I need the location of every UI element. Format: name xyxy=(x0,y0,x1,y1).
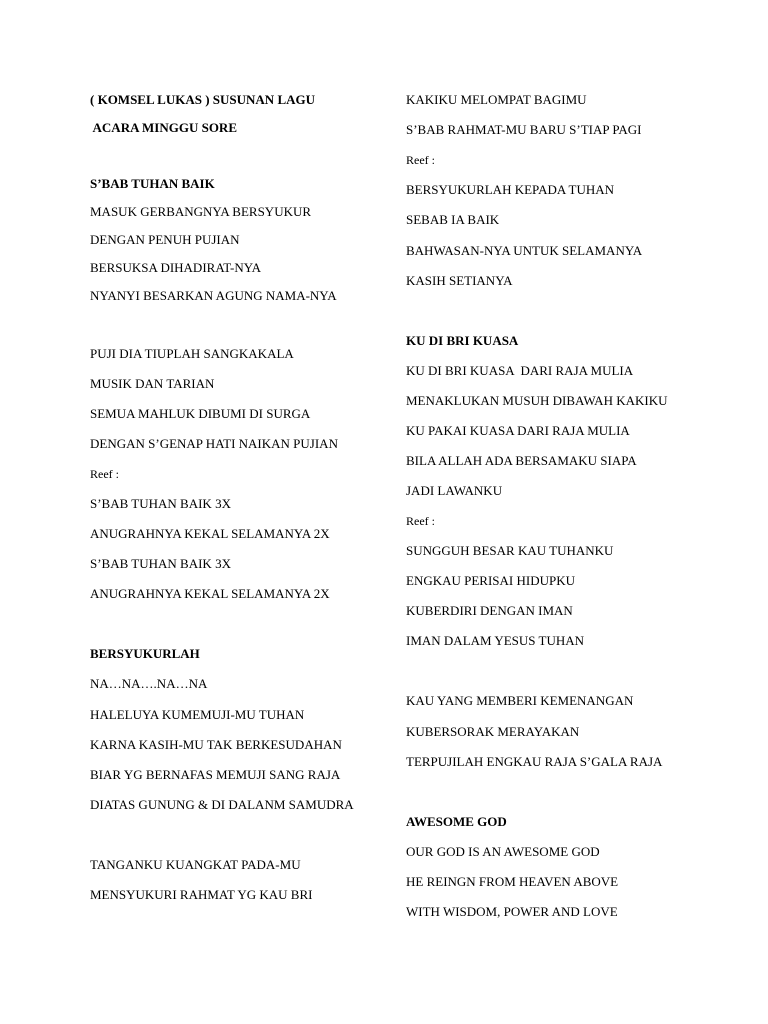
lyric-line: BERSUKSA DIHADIRAT-NYA xyxy=(90,260,262,275)
lyric-line: KARNA KASIH-MU TAK BERKESUDAHAN xyxy=(90,737,342,752)
lyric-line: S’BAB TUHAN BAIK 3X xyxy=(90,496,231,511)
lyric-line: SUNGGUH BESAR KAU TUHANKU xyxy=(406,543,614,558)
lyric-line: SEBAB IA BAIK xyxy=(406,212,500,227)
lyric-line: WITH WISDOM, POWER AND LOVE xyxy=(406,904,618,919)
lyric-line: ENGKAU PERISAI HIDUPKU xyxy=(406,573,575,588)
lyric-line: HALELUYA KUMEMUJI-MU TUHAN xyxy=(90,707,305,722)
reef-label: Reef : xyxy=(406,153,435,167)
lyric-line: KASIH SETIANYA xyxy=(406,273,513,288)
song-title: AWESOME GOD xyxy=(406,814,507,829)
lyric-line: KU PAKAI KUASA DARI RAJA MULIA xyxy=(406,423,630,438)
lyric-line: NYANYI BESARKAN AGUNG NAMA-NYA xyxy=(90,288,337,303)
lyric-line: BAHWASAN-NYA UNTUK SELAMANYA xyxy=(406,243,643,258)
lyric-line: JADI LAWANKU xyxy=(406,483,503,498)
lyric-line: MENAKLUKAN MUSUH DIBAWAH KAKIKU xyxy=(406,393,668,408)
lyric-line: ANUGRAHNYA KEKAL SELAMANYA 2X xyxy=(90,586,330,601)
lyric-line: S’BAB TUHAN BAIK 3X xyxy=(90,556,231,571)
lyric-line: KU DI BRI KUASA DARI RAJA MULIA xyxy=(406,363,634,378)
lyric-line: BILA ALLAH ADA BERSAMAKU SIAPA xyxy=(406,453,637,468)
lyric-line: NA…NA….NA…NA xyxy=(90,676,208,691)
lyric-line: SEMUA MAHLUK DIBUMI DI SURGA xyxy=(90,406,311,421)
lyric-line: IMAN DALAM YESUS TUHAN xyxy=(406,633,585,648)
song-title: S’BAB TUHAN BAIK xyxy=(90,176,215,191)
lyric-line: DENGAN S’GENAP HATI NAIKAN PUJIAN xyxy=(90,436,338,451)
lyric-line: TANGANKU KUANGKAT PADA-MU xyxy=(90,857,301,872)
song-title: BERSYUKURLAH xyxy=(90,646,200,661)
lyric-line: MUSIK DAN TARIAN xyxy=(90,376,215,391)
lyric-line: DENGAN PENUH PUJIAN xyxy=(90,232,240,247)
reef-label: Reef : xyxy=(406,514,435,528)
lyric-line: DIATAS GUNUNG & DI DALANM SAMUDRA xyxy=(90,797,354,812)
lyric-line: KUBERSORAK MERAYAKAN xyxy=(406,724,580,739)
reef-label: Reef : xyxy=(90,467,119,481)
lyric-line: BERSYUKURLAH KEPADA TUHAN xyxy=(406,182,615,197)
lyric-line: PUJI DIA TIUPLAH SANGKAKALA xyxy=(90,346,294,361)
lyric-line: BIAR YG BERNAFAS MEMUJI SANG RAJA xyxy=(90,767,341,782)
lyric-line: KAU YANG MEMBERI KEMENANGAN xyxy=(406,693,634,708)
song-title: KU DI BRI KUASA xyxy=(406,333,519,348)
lyric-line: TERPUJILAH ENGKAU RAJA S’GALA RAJA xyxy=(406,754,663,769)
document-title: ( KOMSEL LUKAS ) SUSUNAN LAGU xyxy=(90,92,316,107)
lyric-line: ANUGRAHNYA KEKAL SELAMANYA 2X xyxy=(90,526,330,541)
lyric-line: OUR GOD IS AN AWESOME GOD xyxy=(406,844,600,859)
document-subtitle: ACARA MINGGU SORE xyxy=(90,120,237,135)
lyric-line: KAKIKU MELOMPAT BAGIMU xyxy=(406,92,587,107)
lyric-line: S’BAB RAHMAT-MU BARU S’TIAP PAGI xyxy=(406,122,642,137)
lyric-line: MASUK GERBANGNYA BERSYUKUR xyxy=(90,204,312,219)
lyric-line: HE REINGN FROM HEAVEN ABOVE xyxy=(406,874,619,889)
lyric-line: MENSYUKURI RAHMAT YG KAU BRI xyxy=(90,887,313,902)
lyric-line: KUBERDIRI DENGAN IMAN xyxy=(406,603,573,618)
